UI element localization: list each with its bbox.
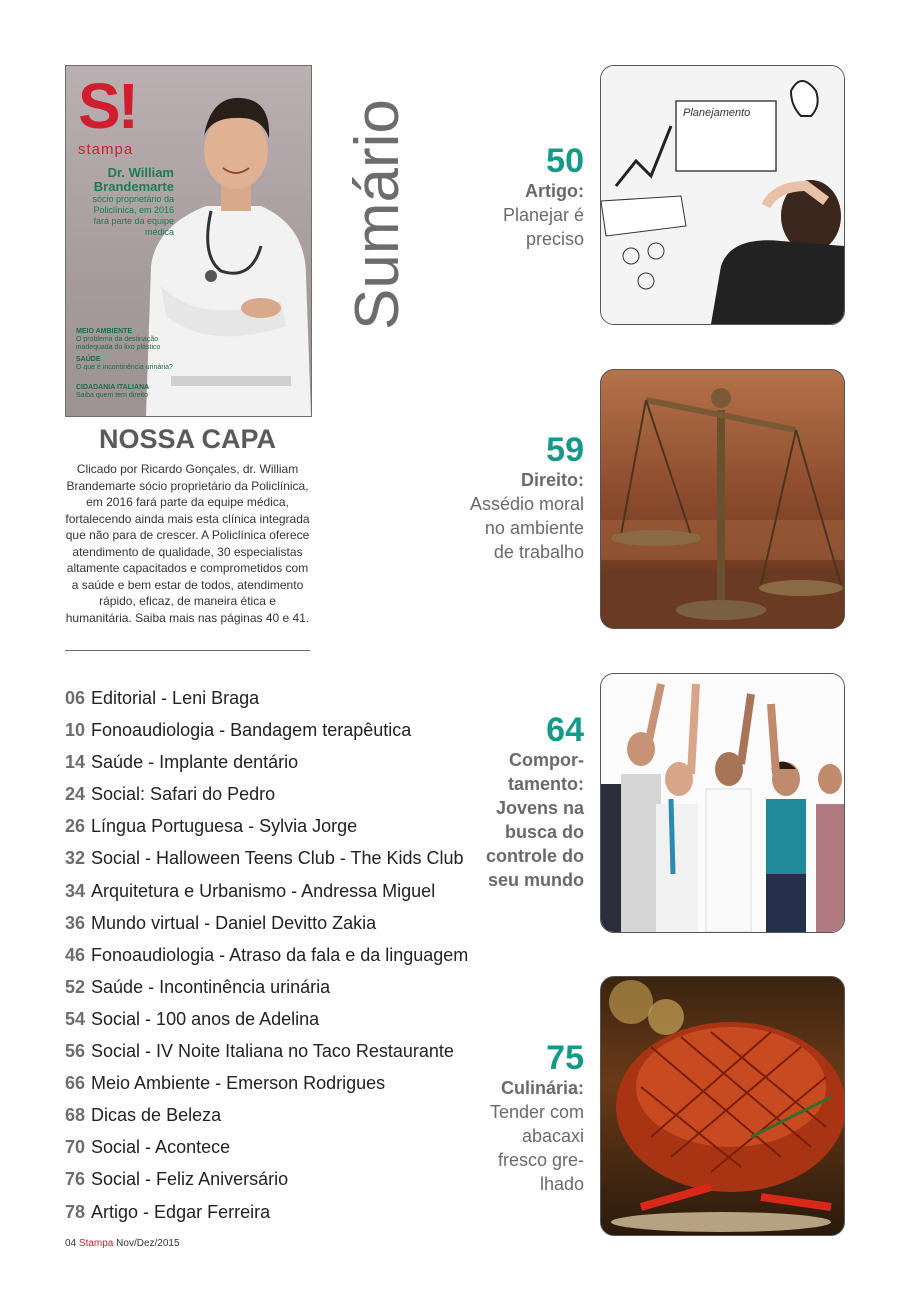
- toc-item[interactable]: 56 Social - IV Noite Italiana no Taco Restaurante: [65, 1041, 454, 1062]
- roast-ham-photo[interactable]: [600, 976, 845, 1236]
- toc-item[interactable]: 68 Dicas de Beleza: [65, 1105, 222, 1126]
- toc-item[interactable]: 70 Social - Acontece: [65, 1137, 231, 1158]
- toc-item[interactable]: 14 Saúde - Implante dentário: [65, 752, 299, 773]
- toc-item[interactable]: 06 Editorial - Leni Braga: [65, 688, 260, 708]
- svg-text:Planejamento: Planejamento: [683, 107, 751, 119]
- featured-section: Direito:: [521, 470, 584, 490]
- featured-article-59[interactable]: [424, 432, 584, 564]
- featured-title-line: lhado: [539, 1174, 584, 1194]
- toc-item[interactable]: 76 Social - Feliz Aniversário: [65, 1169, 289, 1190]
- featured-title-line: de trabalho: [493, 542, 584, 562]
- cover-caption: [76, 166, 174, 238]
- featured-article-64[interactable]: [424, 712, 584, 892]
- toc-item[interactable]: 66 Meio Ambiente - Emerson Rodrigues: [65, 1073, 386, 1094]
- toc-item[interactable]: 32 Social - Halloween Teens Club - The Kids Club: [65, 848, 464, 869]
- featured-section: Culinária:: [500, 1078, 584, 1098]
- featured-article-75[interactable]: [424, 1040, 584, 1196]
- cover-logo-word: stampa: [78, 141, 134, 158]
- featured-title-line: preciso: [525, 229, 584, 249]
- toc-item[interactable]: 24 Social: Safari do Pedro: [65, 784, 276, 805]
- page-number: 04: [65, 1238, 77, 1249]
- footer-brand: Stampa: [78, 1238, 114, 1249]
- toc-item[interactable]: 78 Artigo - Edgar Ferreira: [65, 1201, 271, 1222]
- featured-page-number: 75: [546, 1039, 584, 1077]
- nossa-capa-text: Clicado por Ricardo Gonçales, dr. William Brandemarte sócio proprietário da Policlínica, em 2016 fará parte da equipe médica, fortalecendo ainda mais esta clínica integrada que não para de crescer. A Policlínica oferece atendimento de qualidade, 30 especialistas altamente capacitados e comprometidos com a saúde e bem estar de todos, atendimento rápido, eficaz, de maneira ética e humanitária. Saiba mais nas páginas 40 e 41.: [65, 462, 310, 625]
- cover-doctor-role: sócio proprietário da Policlínica, em 2016 fará parte da equipe médica: [92, 194, 174, 237]
- featured-section: Artigo:: [525, 181, 584, 201]
- cover-teaser: SAÚDE O que é incontinência urinária?: [76, 356, 173, 371]
- planning-photo[interactable]: [600, 65, 845, 325]
- featured-section-line: seu mundo: [487, 870, 584, 890]
- featured-title-line: Planejar é: [502, 205, 584, 225]
- page-footer: [65, 1238, 180, 1249]
- toc-item[interactable]: 10 Fonoaudiologia - Bandagem terapêutica: [65, 720, 412, 741]
- featured-section-line: controle do: [486, 846, 584, 866]
- featured-page-number: 50: [546, 142, 584, 180]
- toc-item[interactable]: 54 Social - 100 anos de Adelina: [65, 1008, 320, 1029]
- cover-logo: S!: [78, 70, 136, 142]
- featured-section-line: Jovens na: [495, 798, 584, 818]
- featured-page-number: 64: [546, 711, 584, 749]
- toc-item[interactable]: 36 Mundo virtual - Daniel Devitto Zakia: [65, 912, 377, 933]
- featured-article-50[interactable]: [424, 143, 584, 251]
- featured-section-line: Compor-: [509, 750, 584, 770]
- toc-item[interactable]: 46 Fonoaudiologia - Atraso da fala e da linguagem: [65, 944, 469, 965]
- cover-doctor-name: Dr. William Brandemarte: [93, 165, 174, 194]
- footer-date: Nov/Dez/2015: [116, 1238, 180, 1249]
- toc-item[interactable]: 52 Saúde - Incontinência urinária: [65, 976, 331, 997]
- cover-image: [65, 65, 312, 417]
- featured-page-number: 59: [546, 431, 584, 469]
- toc-item[interactable]: 34 Arquitetura e Urbanismo - Andressa Miguel: [65, 880, 436, 901]
- featured-title-line: Assédio moral: [469, 494, 584, 514]
- young-people-photo[interactable]: [600, 673, 845, 933]
- nossa-capa-title: NOSSA CAPA: [98, 424, 277, 454]
- featured-title-line: Tender com: [489, 1102, 584, 1122]
- cover-teaser: CIDADANIA ITALIANA Saiba quem tem direito: [76, 384, 150, 399]
- featured-section-line: busca do: [504, 822, 584, 842]
- page-title: Sumário: [343, 99, 412, 330]
- divider: [65, 650, 310, 651]
- featured-title-line: abacaxi: [521, 1126, 584, 1146]
- featured-title-line: no ambiente: [484, 518, 584, 538]
- scales-of-justice-photo[interactable]: [600, 369, 845, 629]
- cover-teaser: MEIO AMBIENTE O problema da destinação inadequada do lixo plástico: [76, 328, 161, 351]
- toc-item[interactable]: 26 Língua Portuguesa - Sylvia Jorge: [65, 816, 358, 837]
- featured-title-line: fresco gre-: [497, 1150, 584, 1170]
- featured-section-line: tamento:: [508, 774, 584, 794]
